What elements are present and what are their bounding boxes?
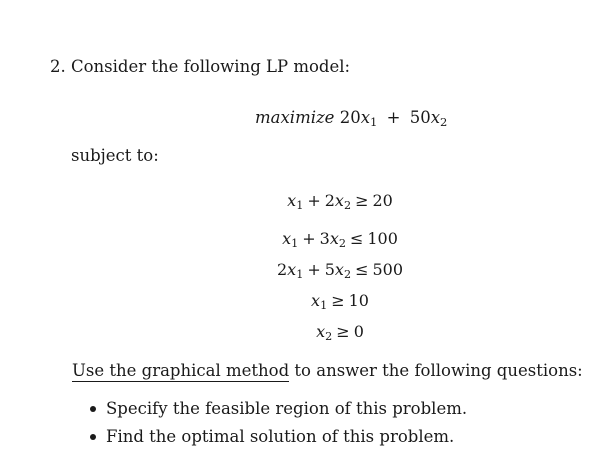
constraint-5: $x_2 \ge 0$ xyxy=(316,322,364,343)
subject-to-label: subject to: xyxy=(71,146,159,165)
objective-function xyxy=(255,108,447,127)
objective-coef-1: 20 xyxy=(339,108,361,127)
objective-keyword: maximize xyxy=(255,108,335,127)
question-text: Find the optimal solution of this problem. xyxy=(106,427,455,446)
question-list xyxy=(90,398,467,454)
objective-var-x1: $x_1$ xyxy=(360,108,378,129)
objective-coef-2: 50 xyxy=(409,108,431,127)
objective-var-x2: $x_2$ xyxy=(430,108,448,129)
instruction-underlined: Use the graphical method xyxy=(72,361,290,380)
problem-heading-text: Consider the following LP model: xyxy=(71,57,351,76)
problem-number: 2. xyxy=(50,57,66,76)
bullet-icon xyxy=(90,406,96,412)
list-item xyxy=(90,398,467,426)
question-text: Specify the feasible region of this problem. xyxy=(106,399,468,418)
instruction-rest: to answer the following questions: xyxy=(289,361,583,380)
instruction-line xyxy=(72,361,583,380)
problem-heading xyxy=(50,57,350,76)
constraint-3: $2x_1 + 5x_2 \le 500$ xyxy=(276,260,404,281)
bullet-icon xyxy=(90,434,96,440)
list-item xyxy=(90,426,467,454)
constraint-4: $x_1 \ge 10$ xyxy=(311,291,369,312)
objective-plus: + xyxy=(386,108,401,127)
constraint-2: $x_1 + 3x_2 \le 100$ xyxy=(282,229,398,250)
constraint-1: $x_1 + 2x_2 \ge 20$ xyxy=(287,191,393,212)
